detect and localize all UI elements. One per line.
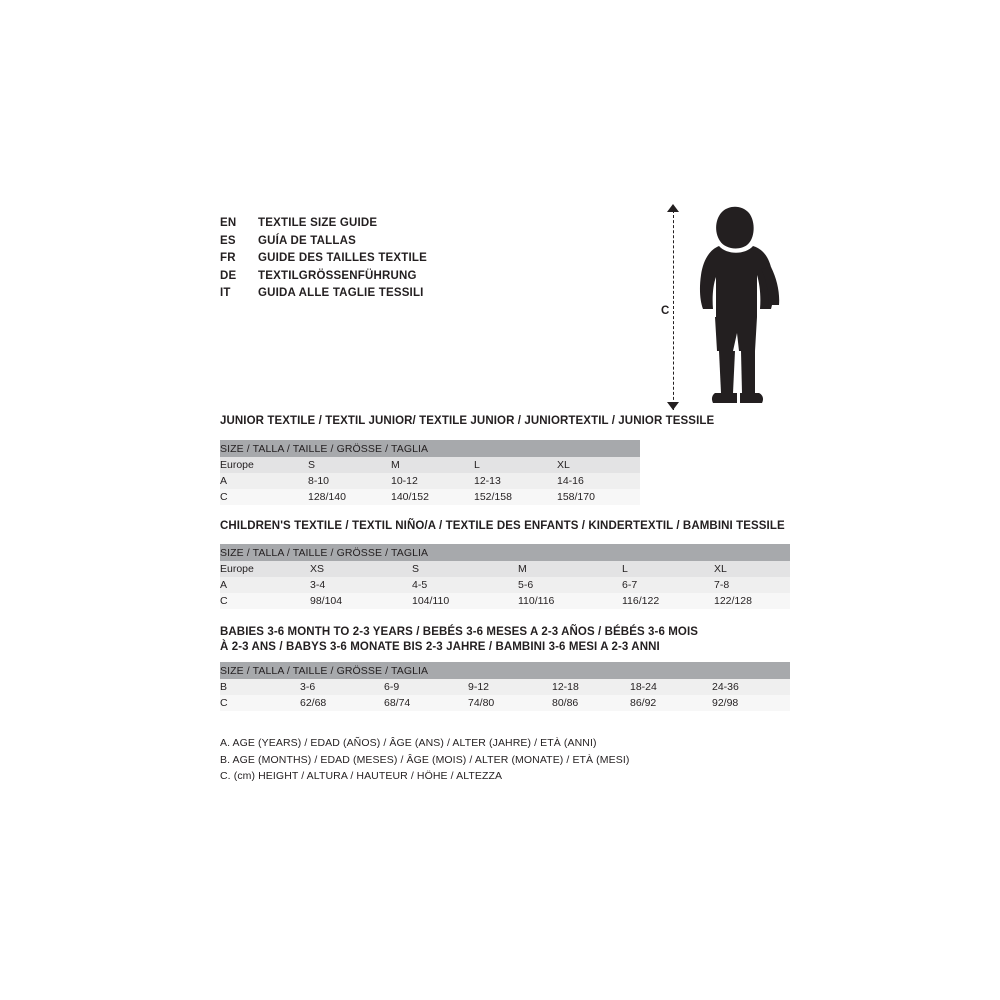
arrow-up-icon <box>667 204 679 212</box>
cell: 4-5 <box>412 577 518 593</box>
cell: 140/152 <box>391 489 474 505</box>
legend-code: IT <box>220 287 231 300</box>
table-column-row <box>220 561 790 577</box>
cell: 9-12 <box>468 679 552 695</box>
legend-text: TEXTILGRÖSSENFÜHRUNG <box>258 269 417 282</box>
table-row <box>220 695 790 711</box>
footnote-a: A. AGE (YEARS) / EDAD (AÑOS) / ÂGE (ANS) / ALTER (JAHRE) / ETÀ (ANNI) <box>220 737 597 749</box>
table-children <box>220 544 790 609</box>
row-label: B <box>220 679 300 695</box>
child-silhouette-icon <box>685 205 795 410</box>
cell: 86/92 <box>630 695 712 711</box>
section-title-babies: BABIES 3-6 MONTH TO 2-3 YEARS / BEBÉS 3-6 MESES A 2-3 AÑOS / BÉBÉS 3-6 MOIS À 2-3 ANS / BABYS 3-6 MONATE BIS 2-3 JAHRE / BAMBINI 3-6 MESI A 2-3 ANNI <box>220 626 699 653</box>
table-subheader: SIZE / TALLA / TAILLE / GRÖSSE / TAGLIA <box>220 544 790 561</box>
cell: 10-12 <box>391 473 474 489</box>
table-row <box>220 593 790 609</box>
cell: 12-18 <box>552 679 630 695</box>
table-subheader: SIZE / TALLA / TAILLE / GRÖSSE / TAGLIA <box>220 440 640 457</box>
cell: 3-6 <box>300 679 384 695</box>
row-label: A <box>220 577 310 593</box>
section-title-junior: JUNIOR TEXTILE / TEXTIL JUNIOR/ TEXTILE JUNIOR / JUNIORTEXTIL / JUNIOR TESSILE <box>220 415 715 427</box>
table-junior <box>220 440 640 505</box>
legend-row <box>220 268 427 286</box>
cell: 12-13 <box>474 473 557 489</box>
legend-row <box>220 250 427 268</box>
legend-code: DE <box>220 269 237 282</box>
legend-code: EN <box>220 217 237 229</box>
table-header-row <box>220 440 640 457</box>
cell: 74/80 <box>468 695 552 711</box>
col-l: L <box>474 457 557 473</box>
row-label: C <box>220 593 310 609</box>
row-label: C <box>220 489 308 505</box>
cell: 24-36 <box>712 679 790 695</box>
legend-text: TEXTILE SIZE GUIDE <box>258 217 378 229</box>
cell: 104/110 <box>412 593 518 609</box>
table-row <box>220 473 640 489</box>
col-xl: XL <box>714 561 790 577</box>
cell: 122/128 <box>714 593 790 609</box>
language-legend <box>220 215 427 303</box>
legend-code: ES <box>220 234 236 247</box>
cell: 128/140 <box>308 489 391 505</box>
table-header-row <box>220 544 790 561</box>
section-title-children: CHILDREN'S TEXTILE / TEXTIL NIÑO/A / TEXTILE DES ENFANTS / KINDERTEXTIL / BAMBINI TESSILE <box>220 520 785 532</box>
cell: 110/116 <box>518 593 622 609</box>
footnotes <box>220 735 629 785</box>
table-row <box>220 679 790 695</box>
col-s: S <box>412 561 518 577</box>
cell: 18-24 <box>630 679 712 695</box>
cell: 152/158 <box>474 489 557 505</box>
cell: 68/74 <box>384 695 468 711</box>
legend-row <box>220 233 427 251</box>
height-dashed-line <box>673 210 674 410</box>
cell: 62/68 <box>300 695 384 711</box>
col-m: M <box>391 457 474 473</box>
row-label: C <box>220 695 300 711</box>
cell: 7-8 <box>714 577 790 593</box>
footnote-c: C. (cm) HEIGHT / ALTURA / HAUTEUR / HÖHE / ALTEZZA <box>220 770 503 782</box>
cell: 6-9 <box>384 679 468 695</box>
col-europe: Europe <box>220 457 308 473</box>
legend-text: GUIDA ALLE TAGLIE TESSILI <box>258 287 424 300</box>
row-label: A <box>220 473 308 489</box>
cell: 116/122 <box>622 593 714 609</box>
legend-row <box>220 285 427 303</box>
cell: 80/86 <box>552 695 630 711</box>
cell: 14-16 <box>557 473 640 489</box>
cell: 158/170 <box>557 489 640 505</box>
legend-text: GUIDE DES TAILLES TEXTILE <box>258 252 427 265</box>
height-figure <box>645 200 845 415</box>
col-xs: XS <box>310 561 412 577</box>
cell: 8-10 <box>308 473 391 489</box>
table-row <box>220 577 790 593</box>
table-row <box>220 489 640 505</box>
col-s: S <box>308 457 391 473</box>
legend-text: GUÍA DE TALLAS <box>258 234 356 247</box>
table-babies <box>220 662 790 711</box>
legend-row <box>220 215 427 233</box>
col-m: M <box>518 561 622 577</box>
footnote-b: B. AGE (MONTHS) / EDAD (MESES) / ÂGE (MOIS) / ALTER (MONATE) / ETÀ (MESI) <box>220 753 630 766</box>
col-xl: XL <box>557 457 640 473</box>
table-subheader: SIZE / TALLA / TAILLE / GRÖSSE / TAGLIA <box>220 662 790 679</box>
height-label: C <box>661 305 670 317</box>
arrow-down-icon <box>667 402 679 410</box>
col-europe: Europe <box>220 561 310 577</box>
table-header-row <box>220 662 790 679</box>
cell: 3-4 <box>310 577 412 593</box>
col-l: L <box>622 561 714 577</box>
cell: 98/104 <box>310 593 412 609</box>
cell: 5-6 <box>518 577 622 593</box>
legend-code: FR <box>220 252 236 265</box>
cell: 6-7 <box>622 577 714 593</box>
cell: 92/98 <box>712 695 790 711</box>
table-column-row <box>220 457 640 473</box>
